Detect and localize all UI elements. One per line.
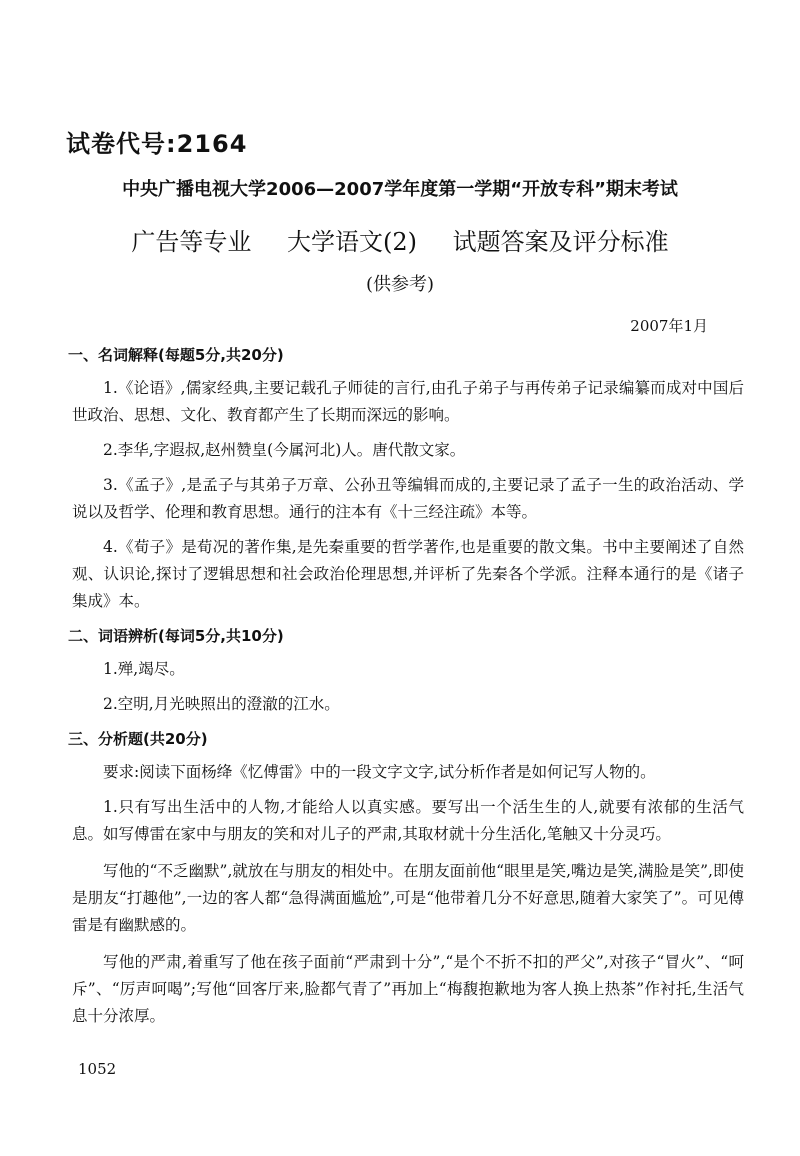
answer-paragraph: 2.李华,字遐叔,赵州赞皇(今属河北)人。唐代散文家。 [103, 441, 466, 459]
page-number: 1052 [78, 1060, 117, 1078]
section-word-analysis [68, 623, 744, 718]
answer-paragraph: 写他的严肃,着重写了他在孩子面前“严肃到十分”,“是个不折不扣的严父”,对孩子“冒火”、“呵斥”、“厉声呵喝”;写他“回客厅来,脸都气青了”再加上“梅馥抱歉地为客人换上热茶”作衬托,生活气息十分浓厚。 [72, 953, 744, 1025]
subtitle-course: 大学语文(2) [287, 228, 417, 256]
paper-code: 试卷代号:2164 [66, 130, 248, 158]
exam-title: 中央广播电视大学2006—2007学年度第一学期“开放专科”期末考试 [122, 179, 678, 200]
answer-paragraph: 写他的“不乏幽默”,就放在与朋友的相处中。在朋友面前他“眼里是笑,嘴边是笑,满脸是笑”,即使是朋友“打趣他”,一边的客人都“急得满面尴尬”,可是“他带着几分不好意思,随着大家笑了”。可见傅雷是有幽默感的。 [72, 862, 744, 934]
section-heading: 一、名词解释(每题5分,共20分) [68, 346, 284, 364]
section-heading: 三、分析题(共20分) [68, 730, 208, 748]
section-heading: 二、词语辨析(每词5分,共10分) [68, 627, 284, 645]
subtitle-major: 广告等专业 [131, 228, 252, 256]
answer-content [68, 342, 744, 1038]
section-analysis [68, 726, 744, 1030]
answer-paragraph: 1.殚,竭尽。 [103, 660, 185, 678]
exam-date: 2007年1月 [630, 317, 708, 335]
document-subtitle [0, 222, 800, 257]
answer-paragraph: 2.空明,月光映照出的澄澈的江水。 [103, 695, 340, 713]
answer-paragraph: 3.《孟子》,是孟子与其弟子万章、公孙丑等编辑而成的,主要记录了孟子一生的政治活动、学说以及哲学、伦理和教育思想。通行的注本有《十三经注疏》本等。 [72, 476, 744, 521]
answer-paragraph: 1.《论语》,儒家经典,主要记载孔子师徒的言行,由孔子弟子与再传弟子记录编纂而成对中国后世政治、思想、文化、教育都产生了长期而深远的影响。 [72, 379, 744, 424]
answer-paragraph: 要求:阅读下面杨绛《忆傅雷》中的一段文字文字,试分析作者是如何记写人物的。 [103, 763, 656, 781]
section-definitions [68, 342, 744, 615]
answer-paragraph: 1.只有写出生活中的人物,才能给人以真实感。要写出一个活生生的人,就要有浓郁的生活气息。如写傅雷在家中与朋友的笑和对儿子的严肃,其取材就十分生活化,笔触又十分灵巧。 [72, 798, 744, 843]
reference-note: (供参考) [365, 274, 435, 295]
answer-paragraph: 4.《荀子》是荀况的著作集,是先秦重要的哲学著作,也是重要的散文集。书中主要阐述了自然观、认识论,探讨了逻辑思想和社会政治伦理思想,并评析了先秦各个学派。注释本通行的是《诸子集成》本。 [72, 538, 744, 610]
subtitle-doc: 试题答案及评分标准 [452, 228, 669, 256]
